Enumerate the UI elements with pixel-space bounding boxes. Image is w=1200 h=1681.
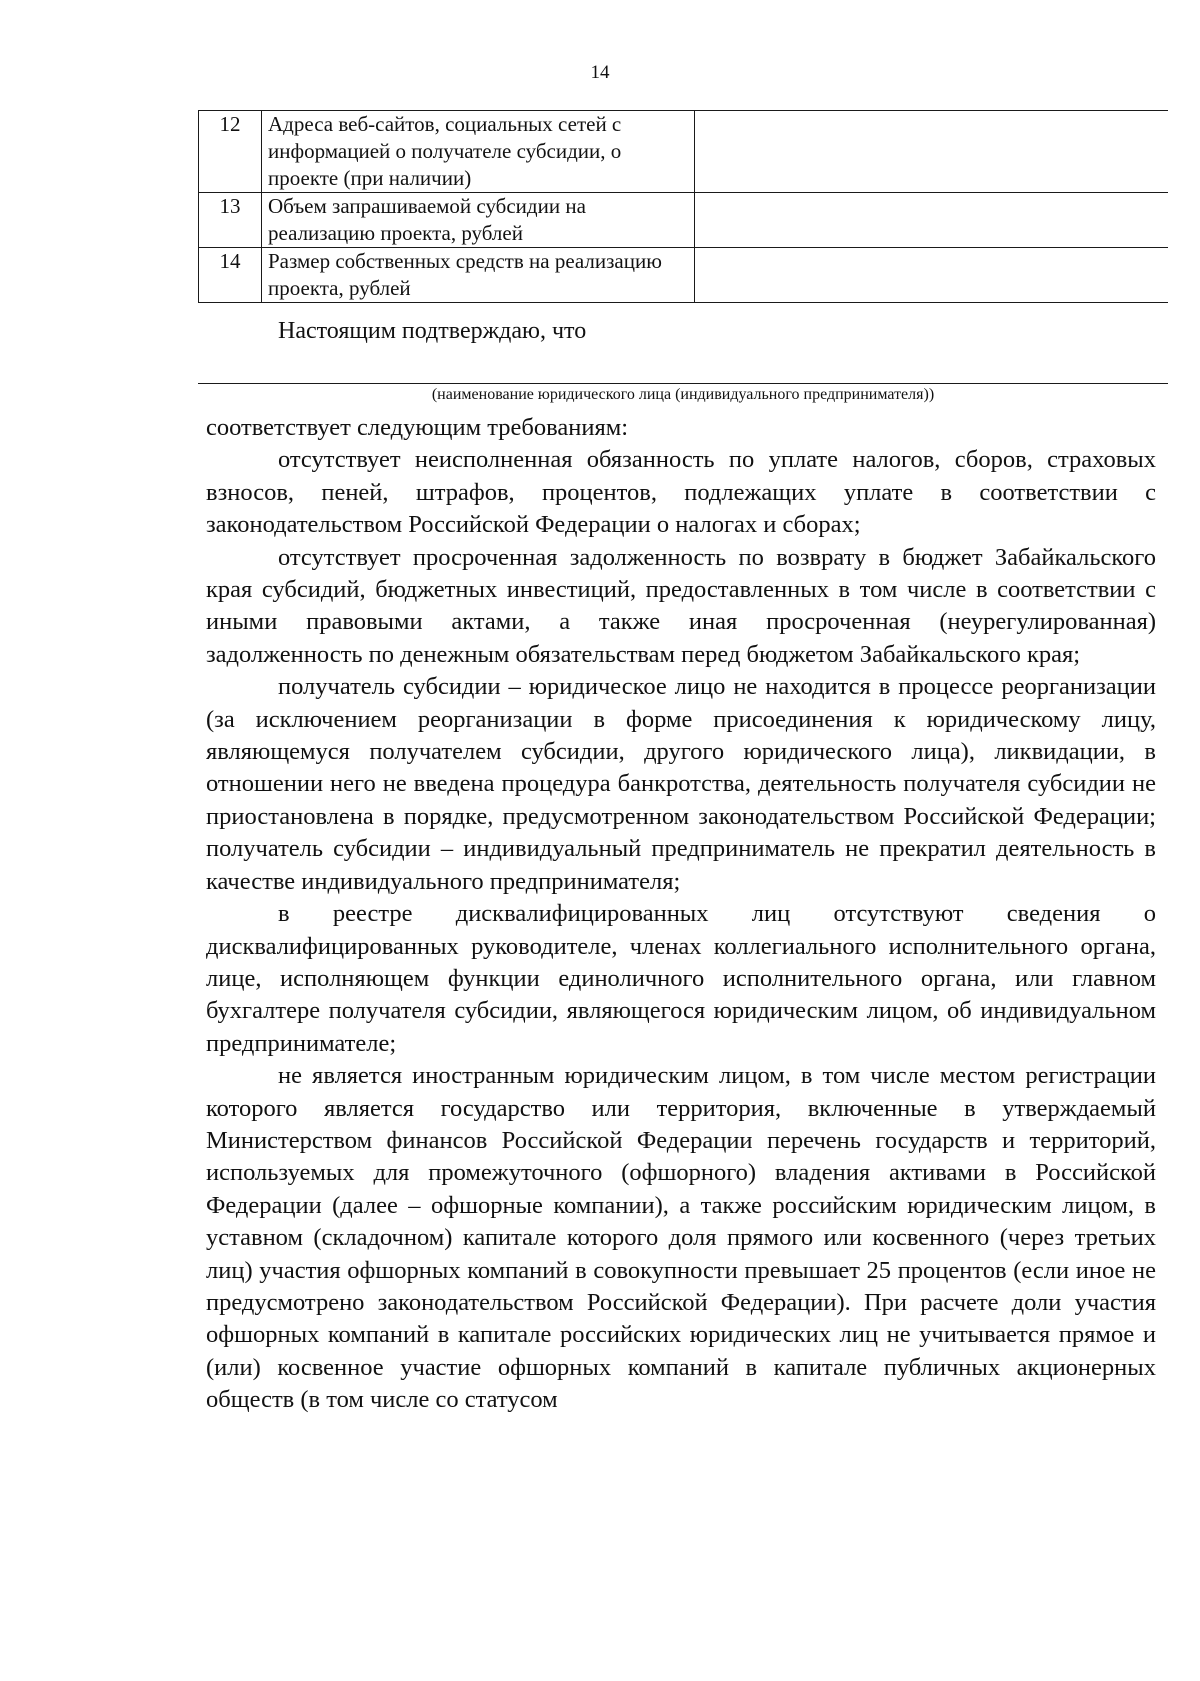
requirement-paragraph: получатель субсидии – юридическое лицо не находится в процессе реорганизации (за исключением реорганизации в форме присоединения к юридическому лицу, являющемуся получателем субсидии, другого юридического лица), ликвидации, в отношении него не введена процедура банкротства, деятельность получателя субсидии не приостановлена в порядке, предусмотренном законодательством Российской Федерации; получатель субсидии – индивидуальный предприниматель не прекратил деятельность в качестве индивидуального предпринимателя; — [206, 673, 1156, 895]
row-value — [695, 248, 1169, 303]
requirement-paragraph: в реестре дисквалифицированных лиц отсутствуют сведения о дисквалифицированных руководителе, членах коллегиального исполнительного органа, лице, исполняющем функции единоличного исполнительного органа, или главном бухгалтере получателя субсидии, являющегося юридическим лицом, об индивидуальном предпринимателе; — [206, 900, 1156, 1057]
table-row — [199, 248, 1169, 303]
row-number: 13 — [199, 193, 262, 248]
fill-in-line — [198, 383, 1168, 384]
row-label: Объем запрашиваемой субсидии на реализацию проекта, рублей — [262, 193, 695, 248]
requirement-paragraph: отсутствует неисполненная обязанность по уплате налогов, сборов, страховых взносов, пеней, штрафов, процентов, подлежащих уплате в соответствии с законодательством Российской Федерации о налогах и сборах; — [206, 446, 1156, 539]
requirement-paragraph: не является иностранным юридическим лицом, в том числе местом регистрации которого является государство или территория, включенные в утверждаемый Министерством финансов Российской Федерации перечень государств и территорий, используемых для промежуточного (офшорного) владения активами в Российской Федерации (далее – офшорные компании), а также российским юридическим лицом, в уставном (складочном) капитале которого доля прямого или косвенного (через третьих лиц) участия офшорных компаний в совокупности превышает 25 процентов (если иное не предусмотрено законодательством Российской Федерации). При расчете доли участия офшорных компаний в капитале российских юридических лиц не учитывается прямое и (или) косвенное участие офшорных компаний в капитале публичных акционерных обществ (в том числе со статусом — [206, 1062, 1156, 1414]
page-number: 14 — [590, 62, 610, 83]
requirements-text — [206, 412, 1156, 1417]
row-number: 12 — [199, 111, 262, 193]
application-info-table — [198, 110, 1168, 303]
row-value — [695, 111, 1169, 193]
requirement-paragraph: отсутствует просроченная задолженность по возврату в бюджет Забайкальского края субсидий, бюджетных инвестиций, предоставленных в том числе в соответствии с иными правовыми актами, а также иная просроченная (неурегулированная) задолженность по денежным обязательствам перед бюджетом Забайкальского края; — [206, 543, 1156, 668]
row-label: Размер собственных средств на реализацию проекта, рублей — [262, 248, 695, 303]
table-row — [199, 111, 1169, 193]
requirements-intro: соответствует следующим требованиям: — [206, 414, 629, 441]
row-label: Адреса веб-сайтов, социальных сетей с информацией о получателе субсидии, о проекте (при наличии) — [262, 111, 695, 193]
fill-in-caption: (наименование юридического лица (индивидуального предпринимателя)) — [431, 386, 935, 403]
row-number: 14 — [199, 248, 262, 303]
confirmation-lead: Настоящим подтверждаю, что — [278, 318, 587, 344]
row-value — [695, 193, 1169, 248]
table-row — [199, 193, 1169, 248]
